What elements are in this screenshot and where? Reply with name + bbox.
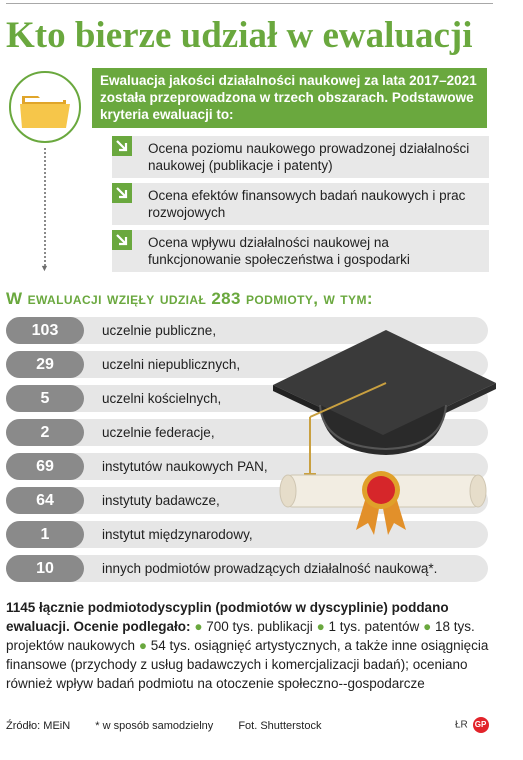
arrow-check-icon: [112, 230, 132, 250]
top-rule: [6, 3, 493, 4]
entity-label: instytut międzynarodowy,: [102, 527, 253, 542]
arrow-check-icon: [112, 183, 132, 203]
criterion-text: Ocena poziomu naukowego prowadzonej działalności naukowej (publikacje i patenty): [148, 141, 470, 173]
folder-icon: [8, 70, 82, 144]
arrow-check-icon: [112, 136, 132, 156]
criterion-2: [112, 183, 489, 225]
graduation-cap-diploma-illustration: [268, 325, 498, 555]
entity-label: instytutów naukowych PAN,: [102, 459, 268, 474]
arrow-down-icon: ▼: [40, 263, 49, 273]
criterion-text: Ocena wpływu działalności naukowej na funkcjonowanie społeczeństwa i gospodarki: [148, 235, 410, 267]
entity-label: uczelnie publiczne,: [102, 323, 217, 338]
bullet-icon: ●: [316, 619, 325, 634]
entity-count: 64: [6, 487, 84, 514]
entity-count: 103: [6, 317, 84, 344]
bullet-icon: ●: [138, 638, 147, 653]
author-initials: ŁR: [455, 719, 468, 731]
footer: [6, 720, 343, 732]
entity-label: uczelnie federacje,: [102, 425, 215, 440]
publisher-logo: GP: [473, 717, 489, 733]
entity-count: 2: [6, 419, 84, 446]
summary-item: 54 tys. osiągnięć artystycznych, a także inne osiągnięcia finansowe (przychody z usług badawczych i komercjalizacji badań); oceniano również wpływ badań podmiotu na otoczenie społeczno--gospodarcze: [6, 638, 489, 691]
criterion-text: Ocena efektów finansowych badań naukowych i prac rozwojowych: [148, 188, 466, 220]
entity-count: 69: [6, 453, 84, 480]
summary-item: 1 tys. patentów: [328, 619, 420, 634]
criterion-3: [112, 230, 489, 272]
bullet-icon: ●: [194, 619, 203, 634]
entity-label: uczelni kościelnych,: [102, 391, 222, 406]
summary-lead: 1145 łącznie podmiotodyscyplin (podmiotów w dyscyplinie) poddano ewaluacji. Ocenie podlegało:: [6, 600, 449, 634]
entity-count: 1: [6, 521, 84, 548]
entities-heading: W ewaluacji wzięły udział 283 podmioty, w tym:: [6, 289, 373, 308]
publisher-badge: [455, 717, 489, 733]
entity-count: 5: [6, 385, 84, 412]
footnote: * w sposób samodzielny: [95, 720, 214, 732]
source-note: Źródło: MEiN: [6, 720, 71, 732]
intro-box: Ewaluacja jakości działalności naukowej za lata 2017–2021 została przeprowadzona w trzech obszarach. Podstawowe kryteria ewaluacji to:: [92, 68, 487, 128]
photo-credit: Fot. Shutterstock: [238, 720, 322, 732]
entity-label: uczelni niepublicznych,: [102, 357, 241, 372]
entity-count: 29: [6, 351, 84, 378]
criterion-1: [112, 136, 489, 178]
summary-item: 700 tys. publikacji: [206, 619, 313, 634]
entity-row: [6, 555, 488, 582]
summary-text: [6, 598, 496, 693]
entity-label: instytuty badawcze,: [102, 493, 220, 508]
entity-count: 10: [6, 555, 84, 582]
dotted-connector: [44, 148, 46, 266]
summary-item: 18 tys. projektów naukowych: [6, 619, 475, 653]
bullet-icon: ●: [423, 619, 432, 634]
page-title: Kto bierze udział w ewaluacji: [6, 15, 473, 56]
entity-label: innych podmiotów prowadzących działalność naukową*.: [102, 561, 438, 576]
